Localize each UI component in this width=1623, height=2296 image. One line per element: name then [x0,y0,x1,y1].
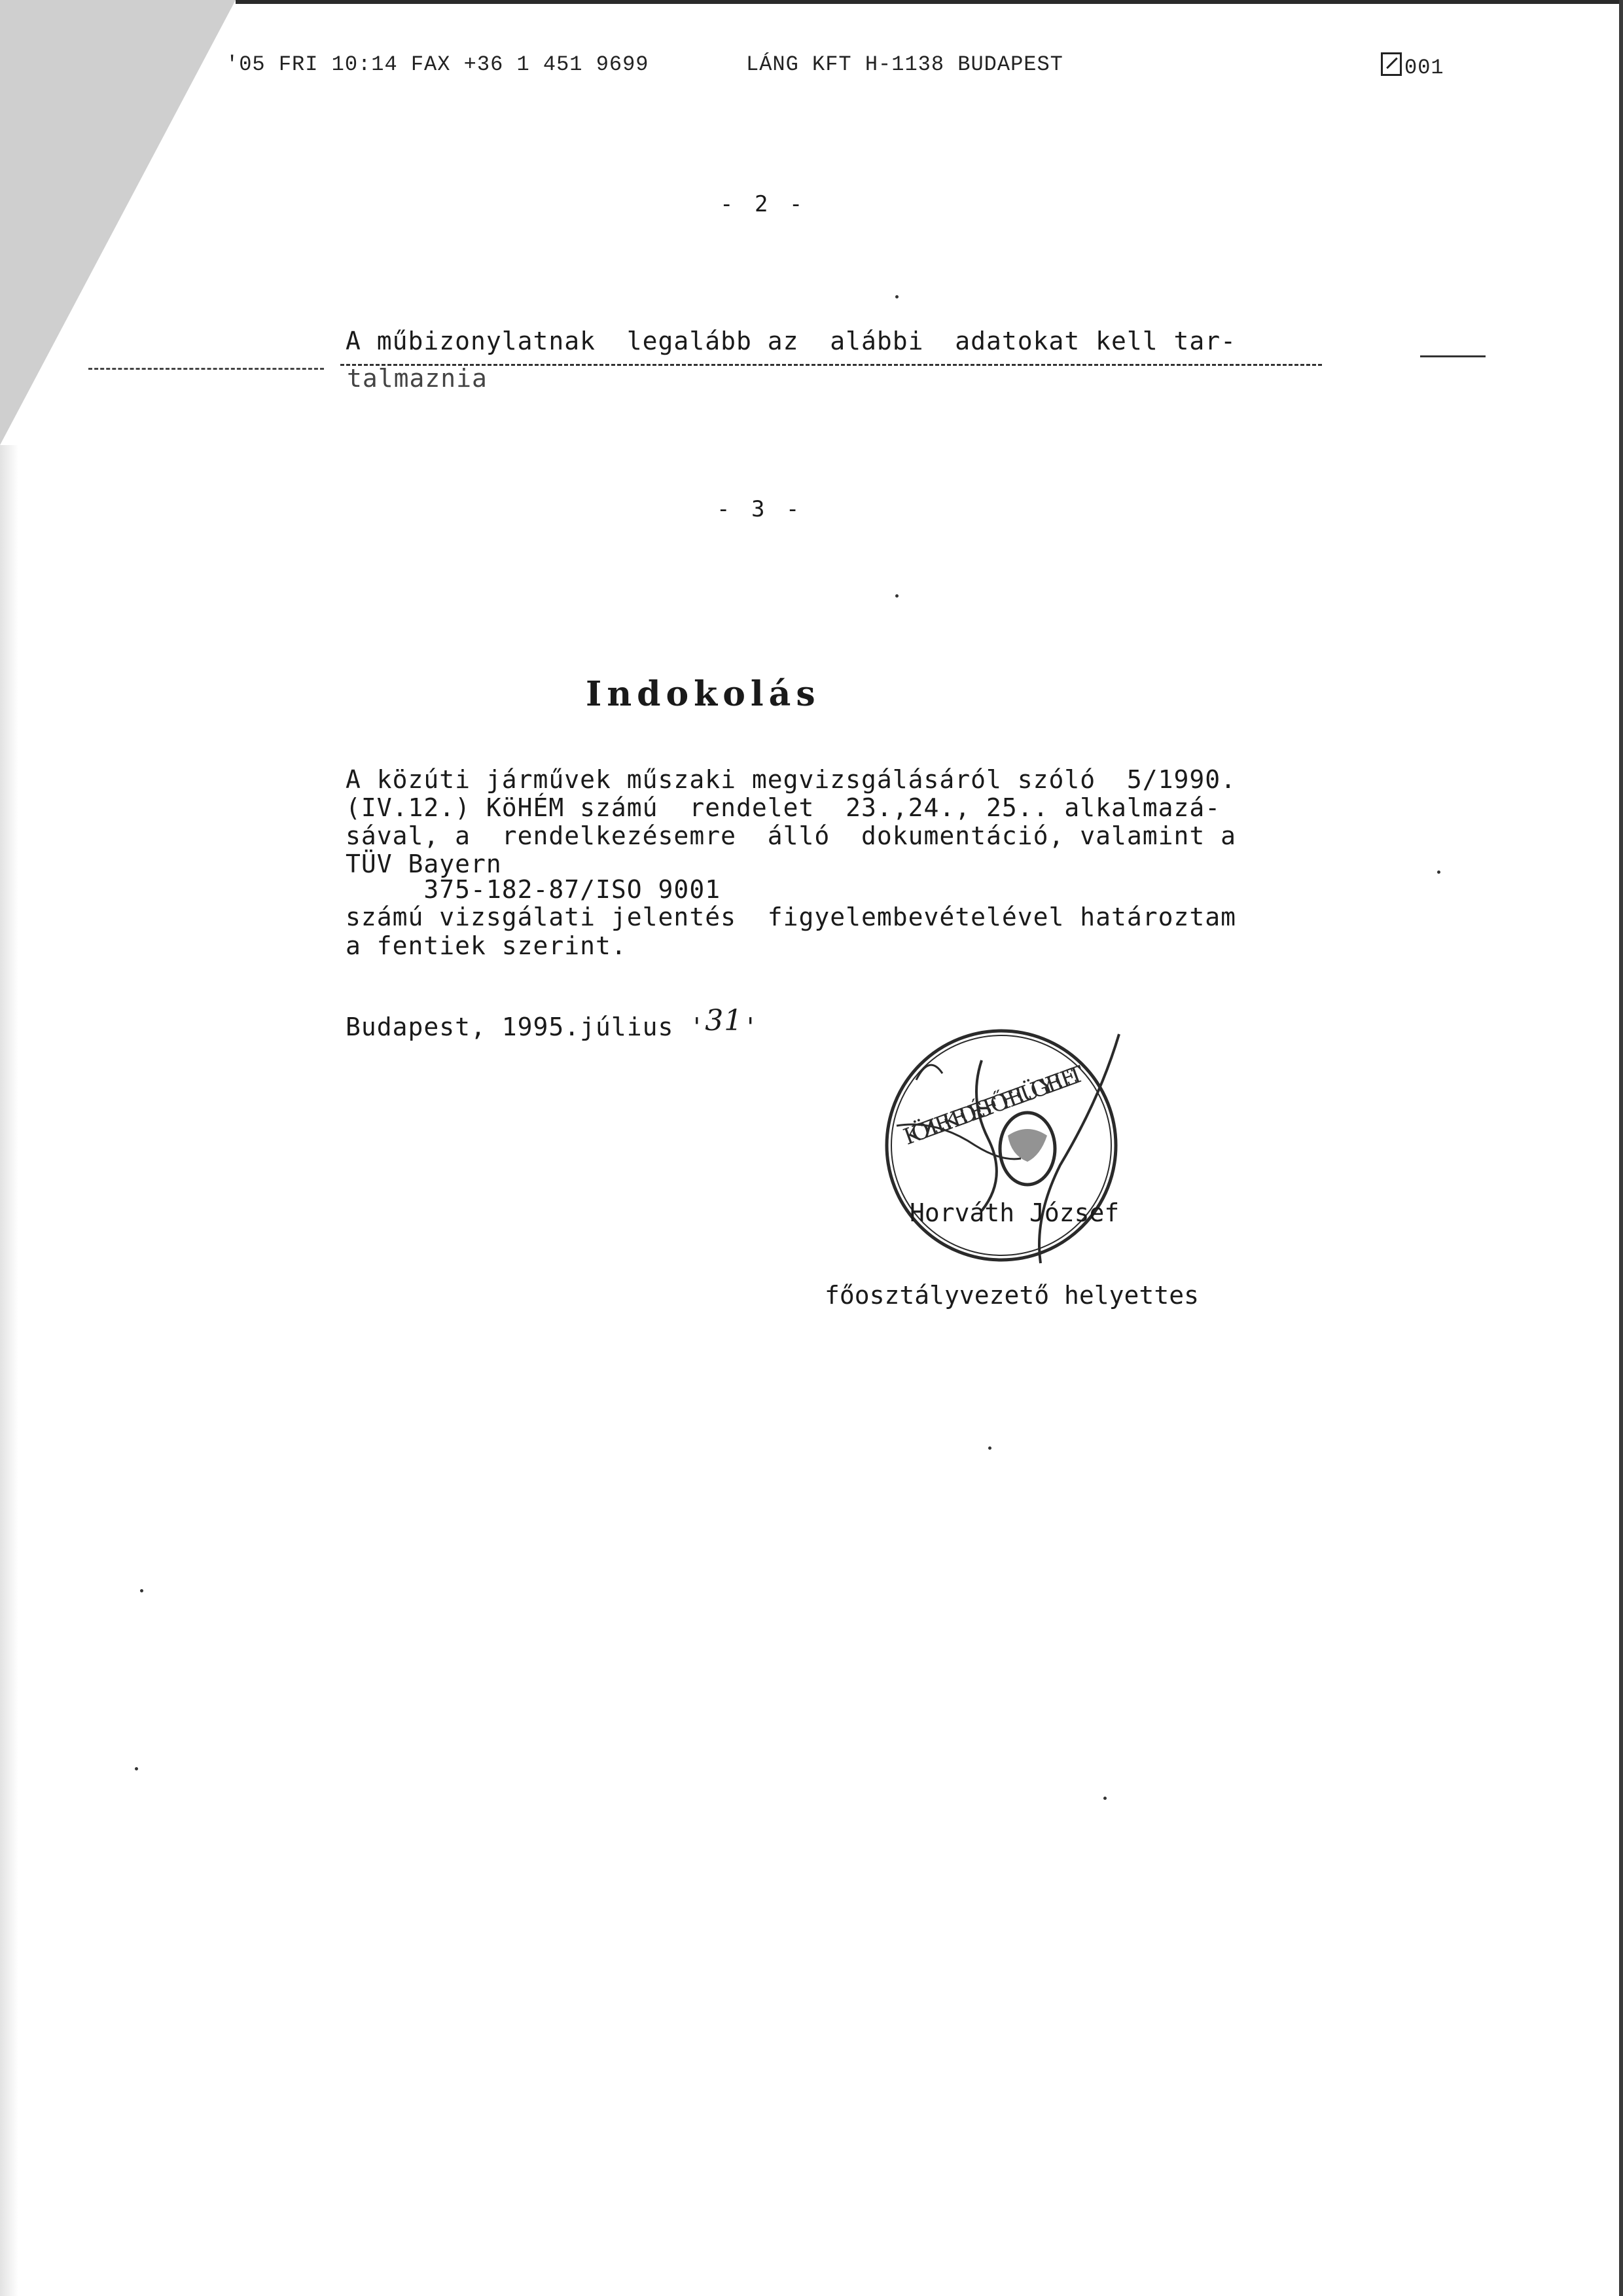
signatory-title: főosztályvezető helyettes [825,1281,1199,1310]
date-closing-quote: ' [743,1013,759,1041]
scan-speck [895,295,899,298]
section-heading: Indokolás [586,674,821,714]
fax-header-company: LÁNG KFT H-1138 BUDAPEST [746,52,1063,77]
fax-page-counter: 001 [1404,56,1444,80]
body-line: számú vizsgálati jelentés figyelembevételével határoztam [346,903,1237,931]
scan-speck [895,594,899,598]
stamp-text: KÖZLEKEDÉSI FŐFELÜGYELET [900,1060,1088,1151]
right-border [1619,0,1623,2296]
scan-speck [135,1767,138,1770]
fax-page-box-icon [1381,52,1402,76]
top-border [236,0,1623,4]
scan-speck [988,1446,991,1450]
cut-line-left [88,368,324,370]
handwritten-day: 31 [705,1004,743,1037]
fax-header-page [1381,52,1444,80]
cut-fragment: talmaznia [347,364,488,393]
page-number-3: - 3 - [717,496,804,522]
cut-line [340,364,1322,366]
body-line: TÜV Bayern [346,850,502,878]
signature-block [825,1144,1199,1364]
page-number-2: - 2 - [720,191,807,217]
body-line: A közúti járművek műszaki megvizsgálásáról szóló 5/1990. [346,765,1237,794]
page-edge-shadow [0,445,18,2296]
cut-line-right [1420,355,1486,357]
scan-speck [1103,1797,1107,1800]
place-date-text: Budapest, 1995.július ' [346,1013,705,1041]
scan-speck [140,1589,143,1592]
fax-header-sender: '05 FRI 10:14 FAX +36 1 451 9699 [226,52,649,77]
place-date [346,1004,759,1041]
body-line: a fentiek szerint. [346,931,627,960]
signatory-name: Horváth József [910,1198,1120,1227]
cut-sentence: A műbizonylatnak legalább az alábbi adatokat kell tar- [346,327,1237,355]
body-line: sával, a rendelkezésemre álló dokumentáció, valamint a [346,821,1237,850]
body-line: (IV.12.) KöHÉM számú rendelet 23.,24., 25.. alkalmazá- [346,793,1221,822]
body-line: 375-182-87/ISO 9001 [346,875,721,904]
folded-corner [0,0,236,445]
scan-speck [1437,870,1440,874]
